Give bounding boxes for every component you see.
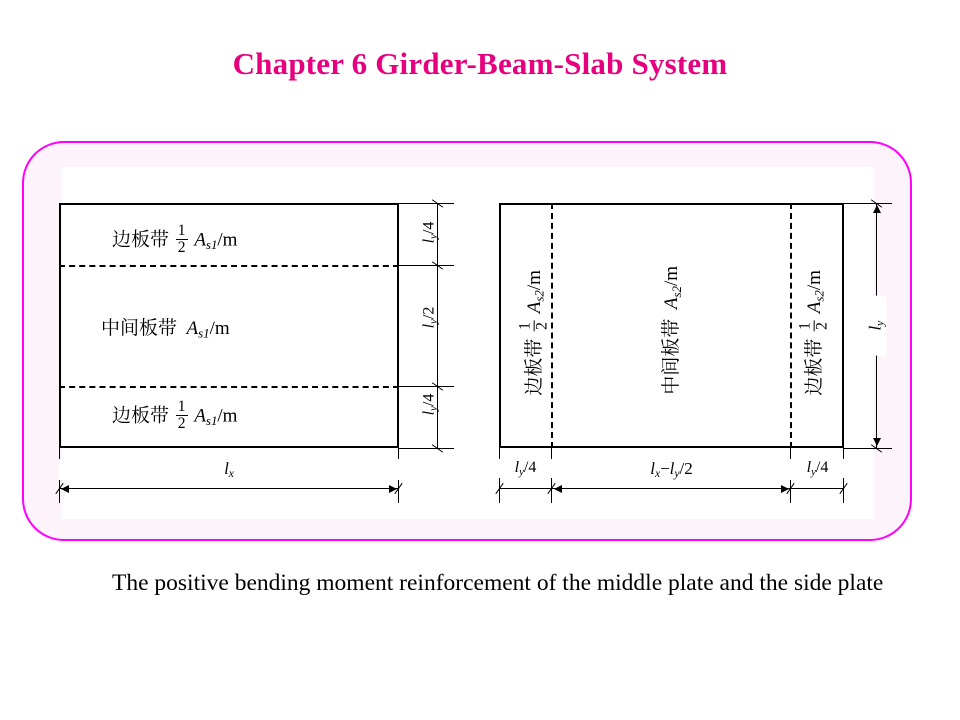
left-strip-3-unit: /m [217,405,238,427]
left-strip-1-fraction: $\frac{1}{2}$ [177,222,186,257]
left-bottom-dim-line [59,488,399,489]
right-dim-ext-bottom [844,448,892,449]
right-dim-ext-top [844,203,892,204]
right-bottom-dim-line-2 [552,488,791,489]
left-strip-3-symbol-sub: s1 [205,412,218,428]
right-dim-arrow-down [873,438,881,446]
right-strip-1-fraction: 1 2 [516,322,551,330]
left-strip-1-symbol: A [194,229,206,251]
left-strip-2-unit: /m [209,318,230,339]
left-dim-label-ly4-top: $l_y/4$ [420,221,440,244]
page-title: Chapter 6 Girder-Beam-Slab System [232,46,728,81]
right-strip-3-symbol-sub: s2 [811,290,827,302]
right-strip-2-cjk: 中间板带 [660,318,683,395]
right-bottom-arrow-2-left [554,485,562,493]
right-strip-3-cjk: 边板带 [803,338,825,396]
figure-frame [22,141,912,541]
left-dim-ext-d [399,448,454,449]
right-panel-divider-right [790,203,792,448]
right-dim-arrow-up [873,205,881,213]
right-dim-label-ly: $l_y$ [865,296,886,356]
right-strip-3-symbol: A [804,301,825,314]
right-strip-1-unit: /m [524,270,545,291]
left-bottom-arrow-left [61,485,69,493]
left-strip-label-3 [112,399,237,433]
left-strip-3-symbol: A [194,405,206,427]
left-strip-2-cjk: 中间板带 [101,317,178,339]
left-panel-divider-top [59,265,399,267]
right-strip-label-3 [798,235,832,430]
right-strip-3-fraction: 1 2 [796,322,831,330]
right-strip-2-unit: /m [661,265,683,287]
right-strip-label-2 [656,233,685,428]
left-strip-1-cjk: 边板带 [112,228,170,251]
left-strip-2-symbol: A [181,318,199,339]
left-strip-label-1 [112,223,237,257]
left-strip-2-symbol-sub: s1 [198,325,210,341]
right-bottom-dim-line-3 [791,488,844,489]
left-strip-1-unit: /m [217,229,238,251]
left-strip-3-cjk: 边板带 [112,404,170,427]
left-dim-label-ly4-bottom: $l_y/4$ [420,393,440,416]
right-bottom-arrow-2-right [781,485,789,493]
right-bottom-dim-label-1: $l_y/4$ [497,459,554,478]
left-bottom-dim-label: $l_x$ [59,459,399,480]
figure-caption: The positive bending moment reinforcement of the middle plate and the side plate [112,570,884,596]
right-strip-2-symbol: A [661,297,683,314]
left-strip-label-2 [101,313,230,342]
right-strip-3-unit: /m [804,270,825,291]
right-bottom-dim-label-2: $l_x-l_y/2$ [552,459,791,480]
left-dim-ext-b [399,265,454,266]
right-strip-2-symbol-sub: s2 [668,286,684,298]
left-strip-3-fraction: $\frac{1}{2}$ [177,398,186,433]
left-dim-ext-a [399,203,454,204]
left-strip-1-symbol-sub: s1 [205,236,218,252]
left-bottom-arrow-right [389,485,397,493]
right-strip-1-cjk: 边板带 [523,338,545,396]
right-strip-label-1 [518,235,552,430]
left-dim-label-ly2: $l_y/2$ [420,306,440,329]
right-bottom-dim-label-3: $l_y/4$ [789,459,846,478]
left-panel-divider-bottom [59,386,399,388]
right-bottom-dim-line-1 [499,488,552,489]
right-strip-1-symbol-sub: s2 [531,290,547,302]
right-strip-1-symbol: A [524,301,545,314]
